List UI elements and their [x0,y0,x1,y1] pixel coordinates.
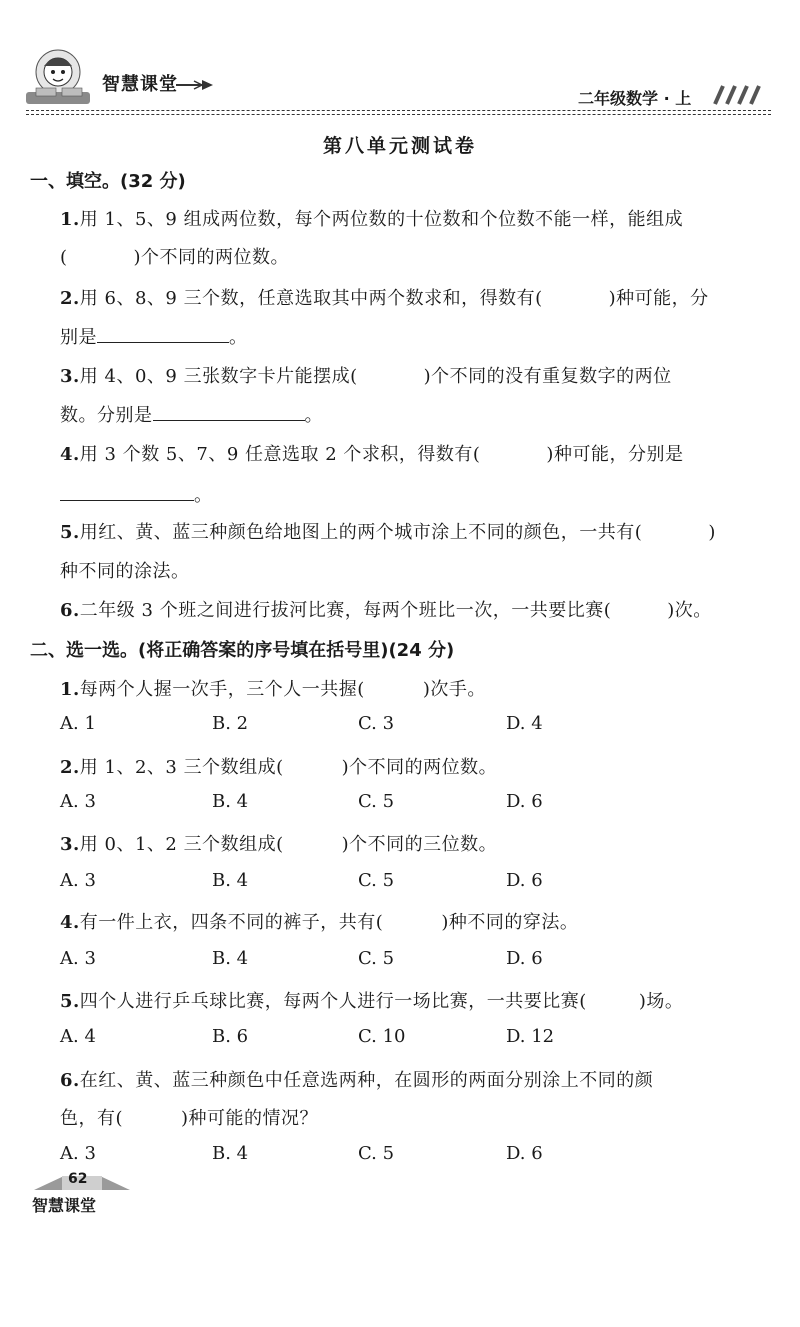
page-title: 第八单元测试卷 [322,135,477,157]
option-b[interactable]: B. 2 [212,713,249,734]
option-d[interactable]: D. 4 [506,713,543,734]
s1-q2-text2: 别是 [60,327,97,348]
question-number: 6. [60,600,80,621]
option-d[interactable]: D. 6 [506,870,543,891]
s1-q3-text-b: )个不同的没有重复数字的两位 [423,366,672,387]
header-divider-secondary [26,114,771,115]
s1-q4-text: 用 3 个数 5、7、9 任意选取 2 个求积，得数有( [79,444,481,465]
question-number: 2. [60,757,80,778]
s2-q4-text-b: )种不同的穿法。 [441,912,579,933]
s1-q2-line2 [60,322,248,349]
s2-q2-text: 用 1、2、3 三个数组成( [79,757,284,778]
option-b[interactable]: B. 4 [212,948,249,969]
footer-brand: 智慧课堂 [32,1196,97,1215]
s1-q1-text2: )个不同的两位数。 [133,247,290,268]
s2-q6-text2: 色，有( [60,1108,124,1129]
s1-q5-line1 [60,518,716,544]
page-number: 62 [68,1171,88,1187]
option-c[interactable]: C. 5 [358,870,395,891]
option-d[interactable]: D. 6 [506,1143,543,1164]
answer-line[interactable] [60,480,194,501]
header-divider [26,110,771,111]
s1-q5-text: 用红、黄、蓝三种颜色给地图上的两个城市涂上不同的颜色，一共有( [79,522,643,543]
s1-q3-text: 用 4、0、9 三张数字卡片能摆成( [79,366,358,387]
answer-line[interactable] [153,400,305,421]
option-b[interactable]: B. 4 [212,1143,249,1164]
s1-q5-line2 [60,557,190,583]
s1-q3-text2: 数。分别是 [60,405,153,426]
s1-q5-text2: 种不同的涂法。 [60,561,190,582]
option-d[interactable]: D. 6 [506,791,543,812]
s1-q6-line1 [60,596,712,622]
grade-label: 二年级数学 · 上 [578,89,692,108]
s2-q6-line2 [60,1104,318,1130]
question-number: 3. [60,366,80,387]
option-a[interactable]: A. 3 [60,791,96,812]
option-c[interactable]: C. 5 [358,791,395,812]
s2-q6-text: 在红、黄、蓝三种颜色中任意选两种，在圆形的两面分别涂上不同的颜 [79,1070,654,1091]
question-number: 1. [60,209,80,230]
question-number: 4. [60,912,80,933]
option-a[interactable]: A. 1 [60,713,96,734]
s1-q4-text-b: )种可能，分别是 [546,444,684,465]
s1-q4-line2 [60,480,213,507]
cartoon-student-logo-icon [22,48,94,110]
s1-q1-paren-open: ( [60,247,68,268]
s2-q5-stem [60,987,683,1013]
s2-q5-text: 四个人进行乒乓球比赛，每两个人进行一场比赛，一共要比赛( [79,991,587,1012]
s2-q3-text-b: )个不同的三位数。 [341,834,498,855]
s2-q1-stem [60,675,486,701]
option-c[interactable]: C. 5 [358,948,395,969]
option-a[interactable]: A. 4 [60,1026,96,1047]
s2-q3-stem [60,830,497,856]
option-a[interactable]: A. 3 [60,948,96,969]
section1-heading: 一、填空。(32 分) [30,171,186,192]
question-number: 5. [60,991,80,1012]
s2-q3-text: 用 0、1、2 三个数组成( [79,834,284,855]
s1-q3-line1 [60,362,672,388]
s1-q5-text-b: ) [708,522,716,543]
s2-q5-text-b: )场。 [638,991,684,1012]
question-number: 1. [60,679,80,700]
s1-q3-line2 [60,400,323,427]
option-d[interactable]: D. 12 [506,1026,555,1047]
s1-q4-end: 。 [194,485,213,506]
s2-q4-stem [60,908,578,934]
arrow-icon [176,80,214,90]
page-header [0,0,800,120]
question-number: 3. [60,834,80,855]
s1-q2-end: 。 [229,327,248,348]
question-number: 6. [60,1070,80,1091]
option-a[interactable]: A. 3 [60,870,96,891]
header-brand: 智慧课堂 [102,74,178,95]
s1-q1-text: 用 1、5、9 组成两位数，每个两位数的十位数和个位数不能一样，能组成 [79,209,684,230]
s1-q6-text-b: )次。 [667,600,712,621]
question-number: 5. [60,522,80,543]
option-c[interactable]: C. 5 [358,1143,395,1164]
question-number: 4. [60,444,80,465]
s2-q1-text: 每两个人握一次手，三个人一共握( [79,679,365,700]
answer-line[interactable] [97,322,229,343]
option-c[interactable]: C. 10 [358,1026,406,1047]
s1-q3-end: 。 [304,405,323,426]
decorative-slashes-icon [705,84,769,106]
option-b[interactable]: B. 4 [212,870,249,891]
option-d[interactable]: D. 6 [506,948,543,969]
s1-q2-line1 [60,284,709,310]
section2-heading: 二、选一选。(将正确答案的序号填在括号里)(24 分) [30,640,455,661]
s2-q1-text-b: )次手。 [422,679,486,700]
s1-q2-text: 用 6、8、9 三个数，任意选取其中两个数求和，得数有( [79,288,543,309]
s1-q4-line1 [60,440,683,466]
option-b[interactable]: B. 6 [212,1026,249,1047]
s2-q6-line1 [60,1066,653,1092]
s1-q6-text: 二年级 3 个班之间进行拔河比赛，每两个班比一次，一共要比赛( [79,600,612,621]
s2-q2-text-b: )个不同的两位数。 [341,757,498,778]
option-a[interactable]: A. 3 [60,1143,96,1164]
s1-q1-line1 [60,205,683,231]
s1-q1-line2 [60,243,289,269]
s2-q4-text: 有一件上衣，四条不同的裤子，共有( [79,912,384,933]
s2-q2-stem [60,753,497,779]
s2-q6-text-b: )种可能的情况？ [181,1108,319,1129]
option-b[interactable]: B. 4 [212,791,249,812]
question-number: 2. [60,288,80,309]
s1-q2-text-b: )种可能，分 [608,288,709,309]
option-c[interactable]: C. 3 [358,713,395,734]
